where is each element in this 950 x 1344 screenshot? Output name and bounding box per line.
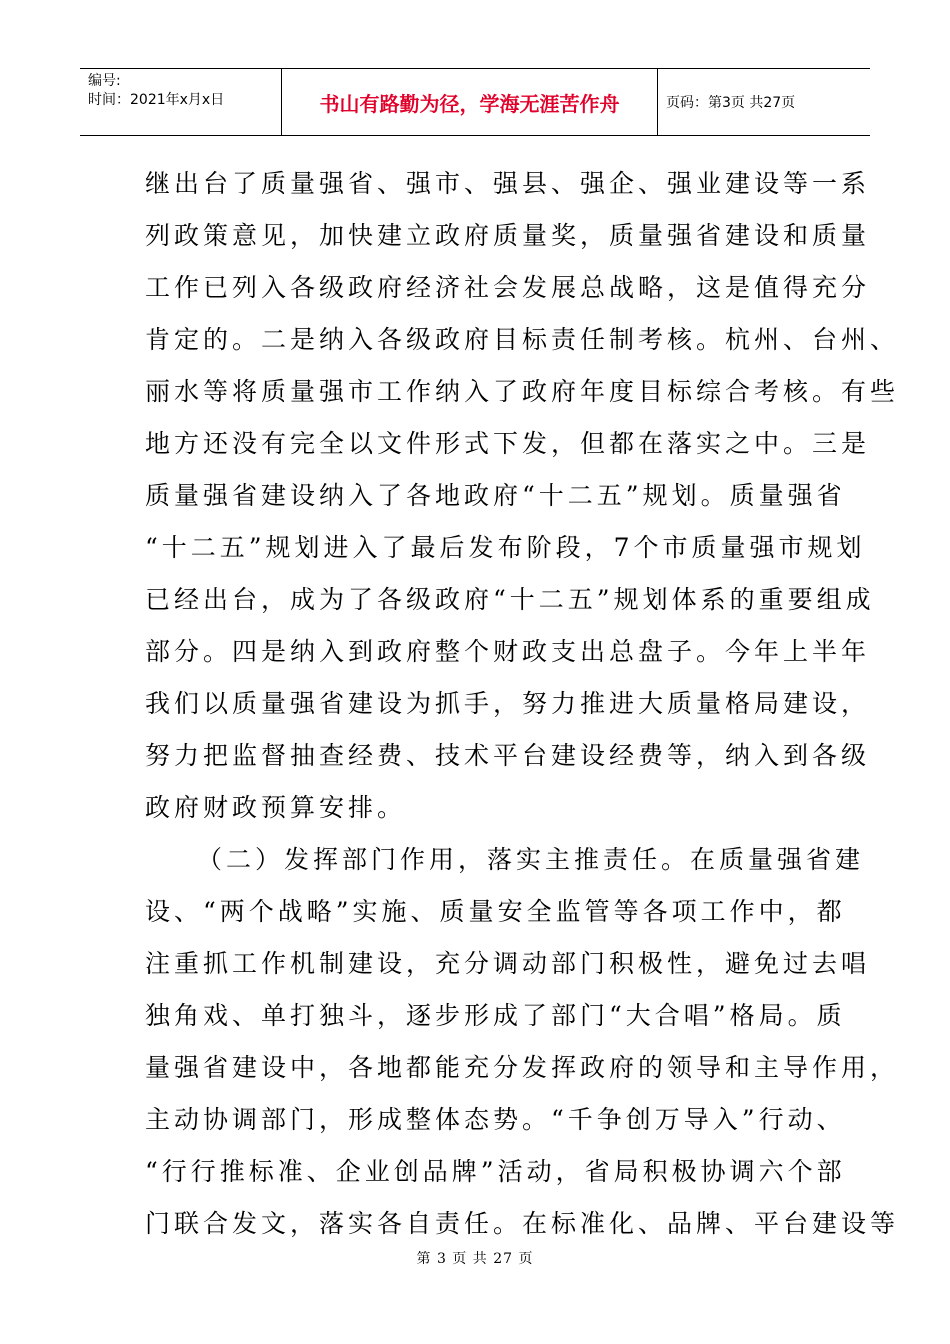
text-line: “行行推标准、企业创品牌”活动，省局积极协调六个部	[145, 1157, 846, 1186]
text-line: 列政策意见，加快建立政府质量奖，质量强省建设和质量	[145, 221, 871, 250]
text-line: 已经出台，成为了各级政府“十二五”规划体系的重要组成	[145, 585, 875, 614]
text-line: 门联合发文，落实各自责任。在标准化、品牌、平台建设等	[145, 1209, 900, 1238]
text-line: 地方还没有完全以文件形式下发，但都在落实之中。三是	[145, 429, 871, 458]
text-line: 设、“两个战略”实施、质量安全监管等各项工作中，都	[145, 897, 846, 926]
text-line: 部分。四是纳入到政府整个财政支出总盘子。今年上半年	[145, 637, 871, 666]
page-footer: 第 3 页 共 27 页	[416, 1251, 534, 1267]
text-line: 丽水等将质量强市工作纳入了政府年度目标综合考核。有些	[145, 377, 900, 406]
text-line: 继出台了质量强省、强市、强县、强企、强业建设等一系	[145, 169, 871, 198]
text-line: 工作已列入各级政府经济社会发展总战略，这是值得充分	[145, 273, 871, 302]
document-body	[145, 158, 900, 1250]
text-line: 主动协调部门，形成整体态势。“千争创万导入”行动、	[145, 1105, 846, 1134]
page-header	[80, 68, 870, 136]
text-line: 政府财政预算安排。	[145, 793, 407, 822]
text-line: 肯定的。二是纳入各级政府目标责任制考核。杭州、台州、	[145, 325, 900, 354]
text-line: 量强省建设中，各地都能充分发挥政府的领导和主导作用，	[145, 1053, 900, 1082]
header-motto: 书山有路勤为径，学海无涯苦作舟	[282, 69, 658, 135]
header-meta	[80, 69, 282, 135]
header-page-info: 页码：第3页 共27页	[666, 95, 796, 111]
text-line: 我们以质量强省建设为抓手，努力推进大质量格局建设，	[145, 689, 871, 718]
text-line: 努力把监督抽查经费、技术平台建设经费等，纳入到各级	[145, 741, 871, 770]
number-label: 编号:	[88, 73, 121, 89]
text-line: 质量强省建设纳入了各地政府“十二五”规划。质量强省	[145, 481, 846, 510]
text-line: 独角戏、单打独斗，逐步形成了部门“大合唱”格局。质	[145, 1001, 846, 1030]
date-label: 时间：2021年x月x日	[88, 92, 225, 108]
paragraph-start-line: （二）发挥部门作用，落实主推责任。在质量强省建	[197, 845, 865, 874]
text-line: 注重抓工作机制建设，充分调动部门积极性，避免过去唱	[145, 949, 871, 978]
text-line: “十二五”规划进入了最后发布阶段，7个市质量强市规划	[145, 533, 866, 562]
